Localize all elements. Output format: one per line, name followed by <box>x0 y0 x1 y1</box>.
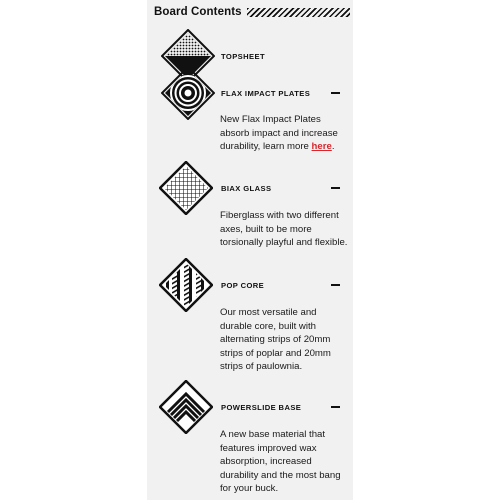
learn-more-link[interactable]: here <box>311 141 332 153</box>
item-desc-flax: New Flax Impact Plates absorb impact and increase durability, learn more here. <box>220 114 338 153</box>
item-label-popcore[interactable]: POP CORE <box>221 281 265 290</box>
powerslide-chevrons-icon <box>159 380 213 434</box>
item-label-powerslide[interactable]: POWERSLIDE BASE <box>221 403 302 412</box>
collapse-icon[interactable] <box>331 92 340 94</box>
item-label-biax[interactable]: BIAX GLASS <box>221 184 272 193</box>
item-label-flax[interactable]: FLAX IMPACT PLATES <box>221 89 311 98</box>
biax-grid-icon <box>159 161 213 215</box>
collapse-icon[interactable] <box>331 187 340 189</box>
collapse-icon[interactable] <box>331 406 340 408</box>
item-desc-powerslide: A new base material that features improved wax absorption, increased durability and the most bang for your buck. <box>220 429 341 495</box>
hatch-divider <box>247 8 350 17</box>
section-title: Board Contents <box>154 6 242 18</box>
item-label-topsheet[interactable]: TOPSHEET <box>221 52 265 61</box>
flax-rings-icon <box>161 66 215 120</box>
section-header <box>154 4 350 20</box>
item-desc-popcore: Our most versatile and durable core, built with alternating strips of 20mm strips of poplar and 20mm strips of paulownia. <box>220 307 331 373</box>
popcore-stripes-icon <box>159 258 213 312</box>
collapse-icon[interactable] <box>331 284 340 286</box>
item-desc-biax: Fiberglass with two different axes, built to be more torsionally playful and flexible. <box>220 210 348 249</box>
